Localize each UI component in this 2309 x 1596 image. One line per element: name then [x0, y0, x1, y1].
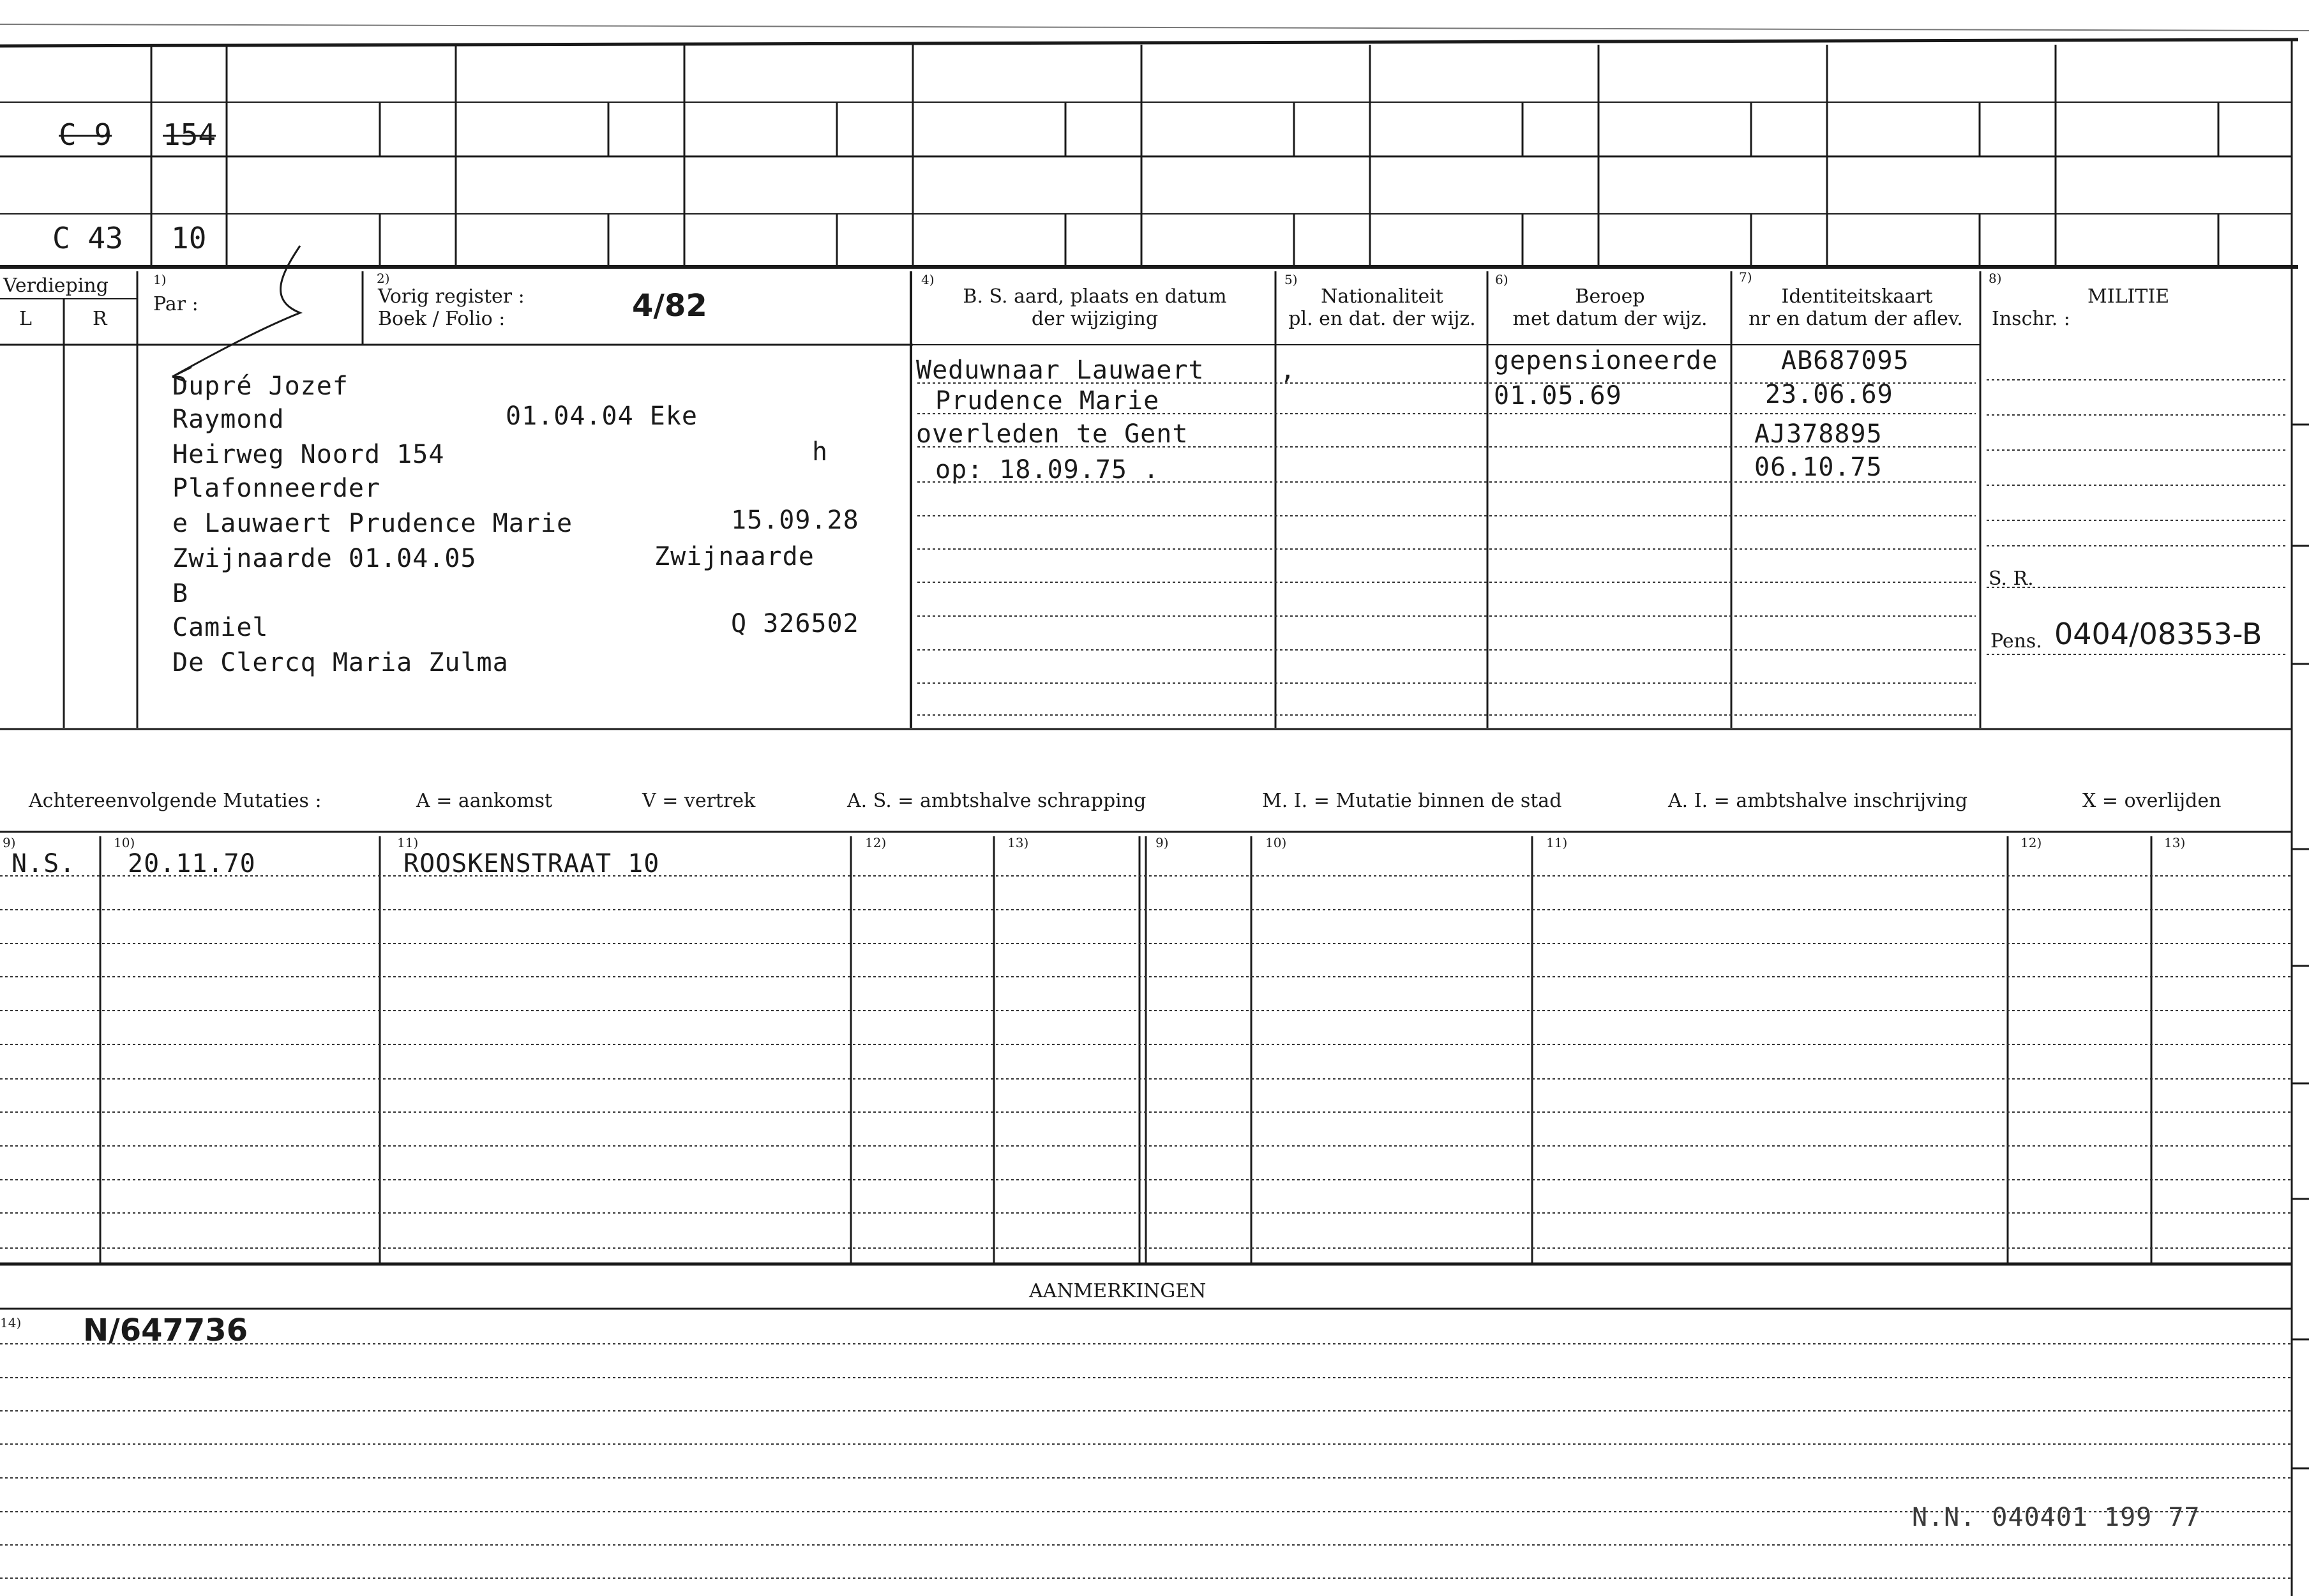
register-value: 4/82 [632, 288, 707, 324]
code: C 43 [52, 221, 123, 255]
legend-v: V = vertrek [642, 790, 756, 812]
remarks-title: AANMERKINGEN [1029, 1280, 1207, 1302]
person-mother: De Clercq Maria Zulma [172, 648, 509, 677]
person-code: Q 326502 [731, 609, 859, 638]
par-label: Par : [153, 293, 199, 315]
beroep-value: gepensioneerde [1494, 346, 1719, 375]
beroep-header-1: Beroep [1575, 285, 1645, 308]
mut-col-11b: 11) [1546, 835, 1568, 850]
note-8: 8) [1989, 271, 2002, 286]
person-b: B [172, 579, 189, 608]
person-marriage: Zwijnaarde 01.04.05 [172, 544, 477, 573]
mut-col-9b: 9) [1155, 835, 1169, 850]
vorig-register-label: Vorig register : [378, 285, 525, 308]
r-label: R [93, 308, 107, 330]
id-card-1-date: 23.06.69 [1765, 380, 1893, 409]
civil-state-1: Weduwnaar Lauwaert [916, 356, 1205, 385]
note-1: 1) [153, 272, 167, 287]
nat-header-1: Nationaliteit [1321, 285, 1443, 308]
sr-label: S. R. [1989, 568, 2034, 590]
l-label: L [19, 308, 32, 330]
person-occupation: Plafonneerder [172, 474, 381, 503]
militie-header: MILITIE [2087, 285, 2170, 308]
note-7: 7) [1739, 269, 1752, 285]
note-6: 6) [1495, 272, 1508, 287]
legend-title: Achtereenvolgende Mutaties : [29, 790, 322, 812]
person-father: Camiel [172, 613, 269, 642]
boek-folio-label: Boek / Folio : [378, 308, 506, 330]
nat-header-2: pl. en dat. der wijz. [1288, 308, 1476, 330]
beroep-header-2: met datum der wijz. [1512, 308, 1708, 330]
verdieping-label: Verdieping [3, 275, 109, 297]
person-address: Heirweg Noord 154 [172, 440, 445, 469]
civil-state-4: op: 18.09.75 . [935, 455, 1160, 485]
mut-col-12b: 12) [2020, 835, 2042, 850]
id-card-1: AB687095 [1781, 346, 1909, 375]
legend-a: A = aankomst [416, 790, 553, 812]
mut-col-12: 12) [865, 835, 887, 850]
civil-state-2: Prudence Marie [935, 386, 1160, 416]
legend-ai: A. I. = ambtshalve inschrijving [1668, 790, 1968, 812]
mut-col-11: 11) [397, 835, 419, 850]
mut-col-10b: 10) [1265, 835, 1287, 850]
nationality-value: , [1280, 356, 1297, 385]
person-marriage-place: Zwijnaarde [654, 542, 815, 571]
person-spouse-date: 15.09.28 [731, 506, 859, 535]
beroep-date: 01.05.69 [1494, 381, 1622, 410]
note-4: 4) [921, 272, 935, 287]
nn-number: N.N. 040401 199 77 [1912, 1503, 2200, 1532]
note-2: 2) [377, 271, 390, 286]
person-name: Dupré Jozef [172, 372, 349, 401]
mutation-address: ROOSKENSTRAAT 10 [403, 849, 660, 878]
id-card-2-date: 06.10.75 [1754, 453, 1883, 482]
bs-header-2: der wijziging [1031, 308, 1159, 330]
bs-header-1: B. S. aard, plaats en datum [963, 285, 1227, 308]
legend-mi: M. I. = Mutatie binnen de stad [1262, 790, 1562, 812]
legend-as: A. S. = ambtshalve schrapping [847, 790, 1147, 812]
pens-label: Pens. [1990, 630, 2042, 652]
mut-col-13b: 13) [2164, 835, 2186, 850]
mut-col-9: 9) [3, 835, 16, 850]
pens-value: 0404/08353-B [2054, 617, 2262, 651]
id-header-2: nr en datum der aflev. [1749, 308, 1963, 330]
person-birth: 01.04.04 Eke [506, 402, 698, 431]
id-card-2: AJ378895 [1754, 419, 1883, 449]
note-14: 14) [0, 1315, 22, 1330]
person-spouse: e Lauwaert Prudence Marie [172, 509, 573, 538]
note-5: 5) [1284, 272, 1298, 287]
person-firstname: Raymond [172, 405, 285, 434]
mut-col-10: 10) [114, 835, 135, 850]
legend-x: X = overlijden [2082, 790, 2222, 812]
number: 10 [171, 221, 207, 255]
remarks-value: N/647736 [83, 1313, 248, 1348]
id-header-1: Identiteitskaart [1781, 285, 1933, 308]
person-flag: h [812, 437, 829, 467]
inschr-label: Inschr. : [1992, 308, 2070, 330]
civil-state-3: overleden te Gent [916, 419, 1189, 449]
old-code: C 9 [59, 117, 112, 152]
mutation-type: N.S. [11, 849, 76, 878]
old-number: 154 [163, 117, 216, 152]
mut-col-13: 13) [1007, 835, 1029, 850]
mutation-date: 20.11.70 [128, 849, 256, 878]
